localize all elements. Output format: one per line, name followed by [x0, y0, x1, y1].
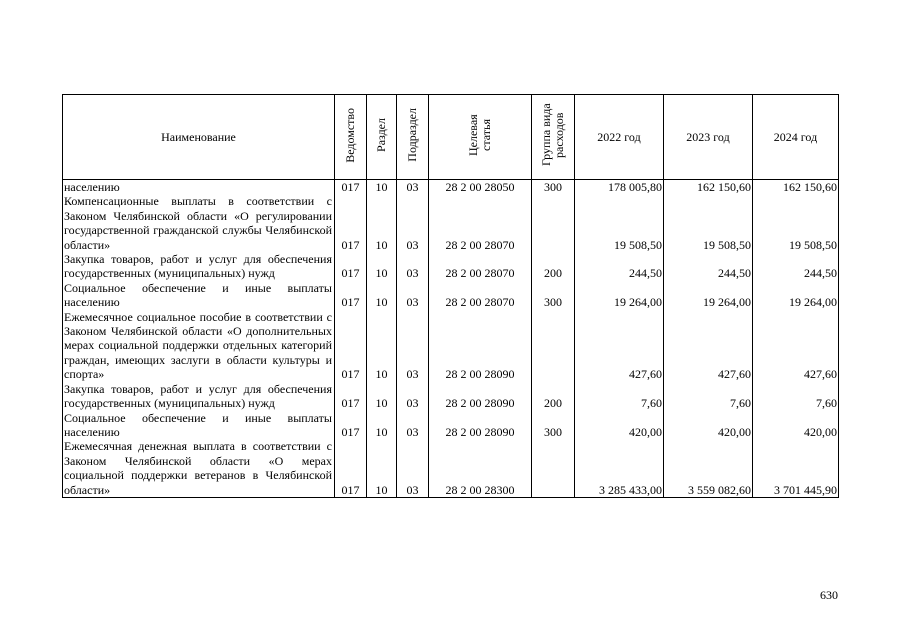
row-razdel: 10	[367, 439, 397, 497]
row-name: Социальное обеспечение и иные выплаты населению	[63, 411, 335, 440]
row-gruppa: 300	[532, 180, 575, 195]
row-ved: 017	[335, 281, 367, 310]
row-gruppa	[532, 439, 575, 497]
table-row	[63, 382, 839, 411]
row-2022: 3 285 433,00	[575, 439, 664, 497]
row-celevaya: 28 2 00 28090	[429, 411, 532, 440]
row-2023: 19 508,50	[664, 194, 753, 252]
row-razdel: 10	[367, 382, 397, 411]
row-ved: 017	[335, 382, 367, 411]
row-name: Ежемесячная денежная выплата в соответствии с Законом Челябинской области «О мерах социальной поддержки ветеранов в Челябинской области»	[63, 439, 335, 497]
row-name: Ежемесячное социальное пособие в соответствии с Законом Челябинской области «О дополнительных мерах социальной поддержки отдельных категорий граждан, имеющих заслуги в области культуры и спорта»	[63, 310, 335, 382]
row-2024: 19 264,00	[753, 281, 839, 310]
row-2024: 19 508,50	[753, 194, 839, 252]
row-2022: 19 508,50	[575, 194, 664, 252]
row-2024: 420,00	[753, 411, 839, 440]
page-number: 630	[820, 588, 838, 602]
row-2022: 7,60	[575, 382, 664, 411]
row-celevaya: 28 2 00 28090	[429, 382, 532, 411]
row-2023: 3 559 082,60	[664, 439, 753, 497]
budget-table	[62, 94, 839, 498]
header-celevaya-label: Целевая статья	[466, 114, 493, 157]
row-gruppa	[532, 194, 575, 252]
row-name: Закупка товаров, работ и услуг для обеспечения государственных (муниципальных) нужд	[63, 382, 335, 411]
row-2023: 244,50	[664, 252, 753, 281]
row-2023: 420,00	[664, 411, 753, 440]
row-2022: 427,60	[575, 310, 664, 382]
row-name: населению	[63, 180, 335, 195]
row-podrazdel: 03	[397, 194, 429, 252]
header-ved	[335, 95, 367, 180]
row-podrazdel: 03	[397, 439, 429, 497]
row-celevaya: 28 2 00 28070	[429, 252, 532, 281]
table-row	[63, 439, 839, 497]
table-row	[63, 411, 839, 440]
row-ved: 017	[335, 180, 367, 195]
header-gruppa	[532, 95, 575, 180]
row-name: Закупка товаров, работ и услуг для обеспечения государственных (муниципальных) нужд	[63, 252, 335, 281]
header-razdel	[367, 95, 397, 180]
row-razdel: 10	[367, 180, 397, 195]
row-2023: 162 150,60	[664, 180, 753, 195]
table-row	[63, 281, 839, 310]
row-podrazdel: 03	[397, 180, 429, 195]
row-razdel: 10	[367, 194, 397, 252]
row-gruppa: 300	[532, 411, 575, 440]
row-podrazdel: 03	[397, 411, 429, 440]
row-ved: 017	[335, 252, 367, 281]
row-2024: 427,60	[753, 310, 839, 382]
table-row	[63, 252, 839, 281]
table-header	[63, 95, 839, 180]
row-2024: 7,60	[753, 382, 839, 411]
row-celevaya: 28 2 00 28090	[429, 310, 532, 382]
row-podrazdel: 03	[397, 310, 429, 382]
row-2023: 19 264,00	[664, 281, 753, 310]
row-2022: 244,50	[575, 252, 664, 281]
row-gruppa: 300	[532, 281, 575, 310]
row-celevaya: 28 2 00 28050	[429, 180, 532, 195]
row-podrazdel: 03	[397, 252, 429, 281]
row-celevaya: 28 2 00 28300	[429, 439, 532, 497]
row-razdel: 10	[367, 252, 397, 281]
row-podrazdel: 03	[397, 382, 429, 411]
row-gruppa: 200	[532, 252, 575, 281]
row-2024: 3 701 445,90	[753, 439, 839, 497]
table-row	[63, 180, 839, 195]
row-gruppa	[532, 310, 575, 382]
table-body	[63, 180, 839, 498]
row-2022: 19 264,00	[575, 281, 664, 310]
row-razdel: 10	[367, 310, 397, 382]
header-gruppa-label: Группа вида расходов	[539, 103, 566, 167]
row-ved: 017	[335, 194, 367, 252]
row-2024: 244,50	[753, 252, 839, 281]
row-gruppa: 200	[532, 382, 575, 411]
header-ved-label: Ведомство	[343, 107, 357, 163]
header-name: Наименование	[63, 95, 335, 180]
row-ved: 017	[335, 310, 367, 382]
row-razdel: 10	[367, 281, 397, 310]
row-2022: 178 005,80	[575, 180, 664, 195]
table-row	[63, 310, 839, 382]
row-name: Социальное обеспечение и иные выплаты населению	[63, 281, 335, 310]
row-name: Компенсационные выплаты в соответствии с Законом Челябинской области «О регулировании государственной гражданской службы Челябинской области»	[63, 194, 335, 252]
row-2022: 420,00	[575, 411, 664, 440]
header-podrazdel	[397, 95, 429, 180]
row-celevaya: 28 2 00 28070	[429, 281, 532, 310]
table-row	[63, 194, 839, 252]
row-2024: 162 150,60	[753, 180, 839, 195]
row-celevaya: 28 2 00 28070	[429, 194, 532, 252]
header-2022: 2022 год	[575, 95, 664, 180]
row-ved: 017	[335, 411, 367, 440]
row-razdel: 10	[367, 411, 397, 440]
row-ved: 017	[335, 439, 367, 497]
row-2023: 427,60	[664, 310, 753, 382]
header-razdel-label: Раздел	[374, 118, 388, 153]
header-celevaya	[429, 95, 532, 180]
header-2023: 2023 год	[664, 95, 753, 180]
row-2023: 7,60	[664, 382, 753, 411]
row-podrazdel: 03	[397, 281, 429, 310]
header-podrazdel-label: Подраздел	[405, 108, 419, 163]
header-2024: 2024 год	[753, 95, 839, 180]
